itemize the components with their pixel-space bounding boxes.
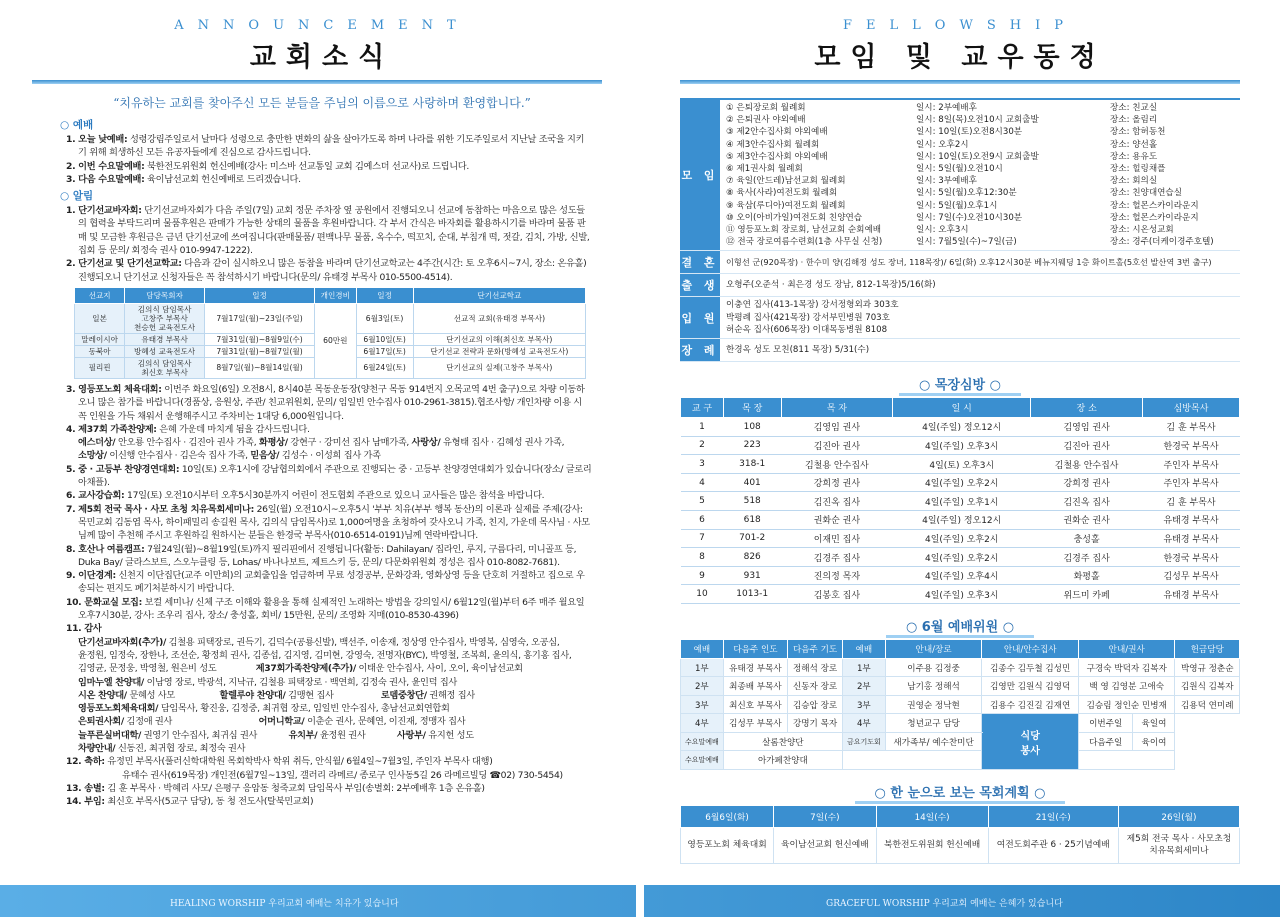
worship-item-3: 3. 다음 수요말예배: 육이남선교회 헌신예배로 드리겠습니다. bbox=[66, 173, 301, 185]
visit-cell: 618 bbox=[723, 511, 781, 530]
meetings-list bbox=[720, 100, 1240, 250]
meal-service-cell: 식당 봉사 bbox=[982, 714, 1079, 770]
wedding-row bbox=[680, 251, 1240, 274]
meeting-item bbox=[726, 126, 1234, 138]
mission-place: 동북아 bbox=[75, 345, 125, 357]
worship-cell: 남기홍 정해석 bbox=[885, 677, 982, 696]
school-topic: 단기선교의 이해(최신호 부목사) bbox=[413, 333, 585, 345]
notice-item-10: 10. 문화교실 모집: 보컬 세미나/ 신체 구조 이해와 활용을 통해 실제적인 노래하는 방법을 강의일시/ 6월12일(월)부터 6주 매주 월요일 오후7시30분, 강사: 조우리 집사, 장소/ 충성홀, 회비/ 15만원, 문의/ 조영화 지매(010-8530-4396) bbox=[66, 596, 585, 622]
worship-cell: 김용수 김진길 김재연 bbox=[982, 695, 1079, 714]
footer-right-text: GRACEFUL WORSHIP 우리교회 예배는 은혜가 있습니다 bbox=[826, 899, 1063, 909]
mission-place: 일본 bbox=[75, 303, 125, 333]
plan-table bbox=[680, 805, 1240, 864]
worship-cell: 유태경 부목사 bbox=[723, 658, 787, 677]
visit-header: 교 구 bbox=[681, 398, 724, 418]
visit-cell: 김봉호 집사 bbox=[781, 585, 893, 604]
visit-cell: 유태경 부목사 bbox=[1143, 529, 1240, 548]
meeting-n: ⑦ 육일(안드레)남선교회 월례회 bbox=[726, 176, 846, 187]
school-date: 6월3일(토) bbox=[356, 303, 413, 333]
visit-row bbox=[681, 436, 1240, 455]
notice-item-5: 5. 중 · 고등부 찬양경연대회: 10일(토) 오후1시에 강남협의회에서 주관으로 진행되는 중 · 고등부 찬양경연대회가 있습니다(장소/ 글로리아채플). bbox=[66, 463, 592, 489]
visit-cell: 4 bbox=[681, 473, 724, 492]
visit-cell: 김영임 권사 bbox=[781, 418, 893, 437]
mission-header: 일정 bbox=[204, 287, 314, 303]
meetings-row bbox=[680, 100, 1240, 251]
school-date: 6월17일(토) bbox=[356, 345, 413, 357]
meeting-t: 일시: 5일(월)오후12:30분 bbox=[916, 188, 1017, 199]
visit-cell: 3 bbox=[681, 455, 724, 474]
notice-item-14: 14. 부임: 최신호 부목사(5교구 담당), 동 청 전도사(탈북민교회) bbox=[66, 796, 314, 808]
thanks-line-2: 윤정원, 임정숙, 장한나, 조선순, 황정희 권사, 김종섭, 김지영, 김미현, 강영숙, 전명자(BYC), 박영철, 조복희, 윤의식, 홍기홍 집사, bbox=[78, 649, 572, 661]
birth-text: 오형주(오준석 · 최은경 성도 장남, 812-1목장)5/16(화) bbox=[726, 280, 936, 291]
mission-leader: 김의식 담임목사 최신호 부목사 bbox=[125, 357, 205, 378]
section-worship: ○ 예배 bbox=[60, 119, 94, 131]
meeting-item bbox=[726, 224, 1234, 236]
visit-cell: 김경주 집사 bbox=[781, 548, 893, 567]
welcome-message: “치유하는 교회를 찾아주신 모든 분들을 주님의 이름으로 사랑하며 환영합니다.” bbox=[113, 96, 531, 110]
funeral-row bbox=[680, 339, 1240, 362]
visit-cell: 김경주 집사 bbox=[1031, 548, 1143, 567]
visit-cell: 김영임 권사 bbox=[1031, 418, 1143, 437]
mission-place: 필리핀 bbox=[75, 357, 125, 378]
meeting-n: ⑫ 전국 장로여름수련회(1층 사무실 신청) bbox=[726, 237, 883, 248]
meeting-p: 장소: 용유도 bbox=[1110, 151, 1158, 162]
notice-item-4-awards-a: 에스더상/ 안오룡 안수집사 · 김진아 권사 가족, 화평상/ 강현구 · 강미선 집사 남매가족, 사랑상/ 유형태 집사 · 김혜성 권사 가족, bbox=[78, 437, 565, 449]
worship-row bbox=[681, 695, 1240, 714]
hospital-row bbox=[680, 297, 1240, 339]
school-topic: 단기선교 전략과 문화(방혜성 교육전도사) bbox=[413, 345, 585, 357]
worship-row-5: 수요말예배 살롬찬양단 금요기도회 새가족부/ 예수찬미단 다음주일 육이여 bbox=[681, 732, 1240, 751]
mission-cost: 60만원 bbox=[315, 303, 356, 378]
visit-header: 일 시 bbox=[893, 398, 1031, 418]
visit-cell: 김진아 권사 bbox=[781, 436, 893, 455]
meeting-n: ② 은퇴권사 야외예배 bbox=[726, 115, 806, 126]
visit-cell: 한경국 부목사 bbox=[1143, 436, 1240, 455]
mission-leader: 유태경 부목사 bbox=[125, 333, 205, 345]
visit-cell: 권화순 권사 bbox=[1031, 511, 1143, 530]
plan-header: 21일(수) bbox=[988, 805, 1118, 827]
school-topic: 단기선교의 실제(고창주 부목사) bbox=[413, 357, 585, 378]
visit-cell: 223 bbox=[723, 436, 781, 455]
announcement-title: 교회소식 bbox=[249, 42, 395, 73]
visit-header: 심방목사 bbox=[1143, 398, 1240, 418]
meeting-t: 일시: 5일(월)오후1시 bbox=[916, 200, 998, 211]
worship-header: 안내/장로 bbox=[885, 639, 982, 658]
worship-row bbox=[681, 677, 1240, 696]
plan-cell: 영등포노회 체육대회 bbox=[681, 827, 774, 863]
worship-cell: 백 영 김영분 고애숙 bbox=[1078, 677, 1175, 696]
thanks-line-6: 영등포노회체육대회/ 담임목사, 황진웅, 김정중, 최귀협 장로, 임일빈 안수집사, 총남선교회연합회 bbox=[78, 703, 450, 715]
visit-cell: 한경국 부목사 bbox=[1143, 548, 1240, 567]
notice-item-9: 9. 이단경계: 신천지 이단집단(교주 이만희)의 교회출입을 엄금하며 무료 성경공부, 문화강좌, 영화상영 등을 단호히 거절하고 집으로 우송되는 편지도 폐기처분하시기 바랍니다. bbox=[66, 570, 585, 595]
worship-cell: 박영규 정춘순 bbox=[1175, 658, 1240, 677]
visit-title: ○ 목장심방 ○ bbox=[680, 374, 1240, 393]
meeting-p: 장소: 친양대연습실 bbox=[1110, 188, 1183, 199]
visit-cell: 318-1 bbox=[723, 455, 781, 474]
worship-header: 예배 bbox=[681, 639, 724, 658]
school-topic: 선교적 교회(유태경 부목사) bbox=[413, 303, 585, 333]
meeting-item bbox=[726, 114, 1234, 126]
notice-item-6: 6. 교사강습회: 17일(토) 오전10시부터 오후5시30분까지 어린이 전도협회 주관으로 있으니 교사들은 많은 참석을 바랍니다. bbox=[66, 490, 545, 502]
visit-cell: 4일(주일) 정오12시 bbox=[893, 418, 1031, 437]
worship-cell: 김용덕 연미례 bbox=[1175, 695, 1240, 714]
announcement-page bbox=[0, 0, 640, 885]
visit-cell: 진의정 목자 bbox=[781, 566, 893, 585]
meeting-n: ⑨ 육삼(루디아)여전도회 월례회 bbox=[726, 200, 846, 211]
worship-header: 다음주 인도 bbox=[723, 639, 787, 658]
visit-cell: 권화순 권사 bbox=[781, 511, 893, 530]
mission-header: 일정 bbox=[356, 287, 413, 303]
meeting-p: 장소: 양선홀 bbox=[1110, 139, 1158, 150]
mission-date: 7월31일(월)~8월9일(수) bbox=[204, 333, 314, 345]
meeting-t: 일시: 5일(월)오전10시 bbox=[916, 164, 1003, 175]
visit-header: 목 자 bbox=[781, 398, 893, 418]
worship-cell: 2부 bbox=[843, 677, 886, 696]
visit-cell: 4일(주일) 오후4시 bbox=[893, 566, 1031, 585]
thanks-line-9: 차량안내/ 신동진, 최귀협 장로, 최정숙 권사 bbox=[78, 742, 246, 754]
visit-cell: 위드미 카페 bbox=[1031, 585, 1143, 604]
meeting-n: ③ 제2안수집사회 야외예배 bbox=[726, 127, 828, 138]
visit-cell: 김철용 안수집사 bbox=[1031, 455, 1143, 474]
worship-cell: 이주용 김정중 bbox=[885, 658, 982, 677]
notice-item-11: 11. 감사 bbox=[66, 623, 102, 635]
notice-item-1: 1. 단기선교바자회: 단기선교바자회가 다음 주일(7일) 교회 정문 주차장 옆 공원에서 진행되오니 선교에 동참하는 마음으로 많은 성도들의 협력을 부탁드리며 물품후원은 판매가 가능한 상태의 물품을 후원바랍니다. 각 부서 간식은 바자회를 활용하시기를 바라며 물품 판매 및 모금한 후원금은 금년 단기선교에 쓰여집니다(판매물품/ 편백나무 물품, 옥수수, 떡꼬치, 순대, 부침개 떡, 젓갈, 김치, 가방, 신발, 집회 등 문의/ 회정숙 권사 010-9947-1222). bbox=[66, 205, 590, 257]
meeting-item bbox=[726, 151, 1234, 163]
worship-header: 안내/안수집사 bbox=[982, 639, 1079, 658]
wedding-text: 이형선 군(920목장) · 한수미 양(김해정 성도 장녀, 118목장)/ 6일(화) 오후12시30분 베뉴지웨딩 1층 화이트홀(5호선 발산역 3번 출구) bbox=[726, 257, 1212, 268]
meeting-p: 장소: 회의실 bbox=[1110, 176, 1158, 187]
visit-table bbox=[680, 397, 1240, 604]
meeting-t: 일시: 7일(수)오전10시30분 bbox=[916, 212, 1023, 223]
meeting-t: 일시: 10일(토)오전8시30분 bbox=[916, 127, 1023, 138]
visit-row bbox=[681, 473, 1240, 492]
visit-row bbox=[681, 511, 1240, 530]
footer-bar bbox=[0, 885, 1280, 917]
visit-cell: 4일(주일) 오후2시 bbox=[893, 548, 1031, 567]
worship-item-2: 2. 이번 수요말예배: 북한전도위원회 헌신예배(강사: 미스바 선교통일 교회 김예스더 선교사)로 드립니다. bbox=[66, 160, 469, 172]
title-rule bbox=[32, 80, 602, 84]
notice-item-2: 2. 단기선교 및 단기선교학교: 다음과 같이 실시하오니 많은 동참을 바라며 단기선교학교는 4주간(시간: 토 오후6시~7시, 장소: 온유홀) 진행되오니 단기선교 신청자들은 꼭 참석하시기 바랍니다(문의/ 유태경 부목사 010-5500-4514). bbox=[66, 258, 587, 283]
plan-header: 14일(수) bbox=[876, 805, 988, 827]
notice-item-4: 4. 제37회 가족찬양제: 은혜 가운데 마치게 됨을 감사드립니다. bbox=[66, 423, 310, 435]
funeral-label: 장 례 bbox=[680, 339, 720, 361]
worship-cell: 3부 bbox=[843, 695, 886, 714]
visit-cell: 4일(주일) 오후3시 bbox=[893, 436, 1031, 455]
meetings-label: 모 임 bbox=[680, 100, 720, 250]
meeting-p: 장소: 함허동천 bbox=[1110, 127, 1166, 138]
footer-left-text: HEALING WORSHIP 우리교회 예배는 치유가 있습니다 bbox=[170, 899, 399, 909]
meeting-t: 일시: 2부예배후 bbox=[916, 103, 977, 113]
visit-cell: 4일(주일) 정오12시 bbox=[893, 511, 1031, 530]
visit-cell: 5 bbox=[681, 492, 724, 511]
visit-cell: 이재민 집사 bbox=[781, 529, 893, 548]
visit-row bbox=[681, 566, 1240, 585]
worship-row-4: 4부 김성무 부목사 강명기 목자 4부 청년교구 담당 식당 봉사 이번주일 육일여 bbox=[681, 714, 1240, 733]
visit-cell: 701-2 bbox=[723, 529, 781, 548]
meeting-n: ⑧ 육사(사라)여전도회 월례회 bbox=[726, 188, 838, 199]
meeting-p: 장소: 경주(더케이경주호텔) bbox=[1110, 237, 1214, 248]
meeting-p: 장소: 올림리 bbox=[1110, 115, 1158, 126]
school-date: 6월24일(토) bbox=[356, 357, 413, 378]
meeting-t: 일시: 8일(목)오전10시 교회출발 bbox=[916, 115, 1039, 126]
thanks-line-5: 시온 찬양대/ 문혜성 사모 할렐루야 찬양대/ 김맹현 집사 로뎀중창단/ 권해정 집사 bbox=[78, 689, 475, 701]
notice-item-12: 12. 축하: 유정민 부목사(풀러신학대학원 목회학박사 학위 취득, 안식월/ 6월4일~7월3일, 주인자 부목사 대행) bbox=[66, 756, 493, 768]
mission-row bbox=[75, 303, 586, 333]
meeting-t: 일시: 오후3시 bbox=[916, 225, 969, 236]
meeting-t: 일시: 10일(토)오전9시 교회출발 bbox=[916, 151, 1039, 162]
visit-row bbox=[681, 585, 1240, 604]
worship-header: 헌금담당 bbox=[1175, 639, 1240, 658]
visit-cell: 4일(주일) 오후1시 bbox=[893, 492, 1031, 511]
meeting-item bbox=[726, 163, 1234, 175]
meeting-item bbox=[726, 175, 1234, 187]
worship-header: 예배 bbox=[843, 639, 886, 658]
meeting-p: 장소: 헐몬스카이라운지 bbox=[1110, 212, 1199, 223]
visit-cell: 유태경 부목사 bbox=[1143, 585, 1240, 604]
visit-cell: 주인자 부목사 bbox=[1143, 455, 1240, 474]
visit-cell: 4일(주일) 오후2시 bbox=[893, 473, 1031, 492]
visit-row bbox=[681, 492, 1240, 511]
meeting-item bbox=[726, 102, 1234, 114]
visit-header: 목 장 bbox=[723, 398, 781, 418]
visit-cell: 김철용 안수집사 bbox=[781, 455, 893, 474]
meeting-item bbox=[726, 212, 1234, 224]
worship-cell: 김종수 김두철 김성민 bbox=[982, 658, 1079, 677]
meeting-p: 장소: 시온성교회 bbox=[1110, 225, 1174, 236]
worship-cell: 1부 bbox=[681, 658, 724, 677]
birth-row bbox=[680, 274, 1240, 297]
notice-item-3: 3. 영등포노회 체육대회: 이번주 화요일(6일) 오전8시, 8시40분 목동운동장(양천구 목동 914번지 오목교역 4번 출구)으로 차량 이동하오니 많은 참가를 바랍니다(경품상, 응원상, 주관/ 친교위원회, 문의/ 임일빈 안수집사 010-2961-3815).협조사항/ 개인차량 이용 시 꼭 인원을 가득 채워서 운행해주시고 주차비는 1대당 6,000원입니다. bbox=[66, 383, 585, 422]
worship-header: 안내/권사 bbox=[1078, 639, 1175, 658]
worship-cell: 김원식 김복자 bbox=[1175, 677, 1240, 696]
worship-cell: 김영만 김원식 김영덕 bbox=[982, 677, 1079, 696]
mission-leader: 김의식 담임목사 고창주 부목사 천승헌 교육전도사 bbox=[125, 303, 205, 333]
announcement-eng-title: ANNOUNCEMENT bbox=[174, 18, 470, 33]
meeting-item bbox=[726, 139, 1234, 151]
thanks-line-3: 김영균, 문정웅, 박영철, 원은비 성도 제37회가족찬양제(추가)/ 이태운 안수집사, 사이, 오이, 육이남선교회 bbox=[78, 663, 523, 675]
meeting-n: ⑤ 제3안수집사회 야외예배 bbox=[726, 151, 828, 162]
visit-cell: 7 bbox=[681, 529, 724, 548]
worship-row-6: 수요말예배 아가페찬양대 bbox=[681, 751, 1240, 770]
notice-item-12b: 유태수 권사(619목장) 개인전(6월7일~13일, 갤러리 라메르/ 종로구 인사동5길 26 라메르빌딩 ☎02) 730-5454) bbox=[122, 769, 563, 781]
visit-cell: 1013-1 bbox=[723, 585, 781, 604]
visit-row bbox=[681, 455, 1240, 474]
hospital-list: 이충연 집사(413-1목장) 강서정형외과 303호 박평례 집사(421목장) 강서부민병원 703호 허순옥 집사(606목장) 이대목동병원 8108 bbox=[726, 300, 899, 335]
visit-cell: 김성무 부목사 bbox=[1143, 566, 1240, 585]
visit-cell: 김 훈 부목사 bbox=[1143, 418, 1240, 437]
plan-cell: 북한전도위원회 헌신예배 bbox=[876, 827, 988, 863]
meeting-t: 일시: 3부예배후 bbox=[916, 176, 977, 187]
visit-header: 장 소 bbox=[1031, 398, 1143, 418]
thanks-line-7: 은퇴권사회/ 김정애 권사 어머니학교/ 이춘순 권사, 문혜연, 이진재, 정맹자 집사 bbox=[78, 716, 466, 728]
mission-date: 8월7일(월)~8월14일(월) bbox=[204, 357, 314, 378]
visit-cell: 1 bbox=[681, 418, 724, 437]
worship-item-1: 1. 오늘 낮예배: 성령강림주일로서 날마다 성령으로 충만한 변화의 삶을 살아가도록 하며 나라를 위한 기도주일로서 지난날 조국을 지키기 위해 희생하신 모든 유공자들에게 진심으로 감사드립니다. bbox=[66, 134, 585, 159]
thanks-line-8: 늘푸른실버대학/ 권영기 안수집사, 최귀심 권사 유치부/ 윤정원 권사 사랑부/ 유지헌 성도 bbox=[78, 729, 474, 741]
mission-place: 말레이시아 bbox=[75, 333, 125, 345]
visit-cell: 931 bbox=[723, 566, 781, 585]
meeting-item bbox=[726, 187, 1234, 199]
worship-cell: 1부 bbox=[843, 658, 886, 677]
visit-row bbox=[681, 529, 1240, 548]
visit-cell: 8 bbox=[681, 548, 724, 567]
worship-row bbox=[681, 658, 1240, 677]
visit-cell: 주인자 부목사 bbox=[1143, 473, 1240, 492]
notice-item-7: 7. 제5회 전국 목사 · 사모 초청 치유목회세미나: 26일(월) 오전10시~오후5시 '부부 치유(부부 행복 동산)의 이론과 실제를 주제(강사: 목민교회 김동엽 목사, 하이패밀리 송길원 목사, 김의식 담임목사)로 1,000여명을 초청하여 갖사오니 가족, 친지, 가운데 목사님 · 사모님께 많이 추천해 주시고 후원하길 원하시는 분들은 한경국 부목사(010-6514-0191)님께 연락바랍니다. bbox=[66, 503, 590, 542]
mission-header: 단기선교학교 bbox=[413, 287, 585, 303]
mission-header: 개인경비 bbox=[315, 287, 356, 303]
visit-cell: 강희정 권사 bbox=[1031, 473, 1143, 492]
worship-cell: 김승림 정인순 민병재 bbox=[1078, 695, 1175, 714]
birth-label: 출 생 bbox=[680, 274, 720, 296]
fellowship-title: 모임 및 교우동정 bbox=[814, 42, 1106, 73]
worship-title: ○ 6월 예배위원 ○ bbox=[680, 616, 1240, 635]
visit-cell: 4일(주일) 오후2시 bbox=[893, 529, 1031, 548]
worship-cell: 김승압 장로 bbox=[788, 695, 843, 714]
visit-cell: 10 bbox=[681, 585, 724, 604]
visit-cell: 김 훈 부목사 bbox=[1143, 492, 1240, 511]
plan-cell: 제5회 전국 목사 · 사모초청 치유목회세미나 bbox=[1118, 827, 1239, 863]
mission-date: 7월31일(월)~8월7일(월) bbox=[204, 345, 314, 357]
plan-title: ○ 한 눈으로 보는 목회계획 ○ bbox=[680, 782, 1240, 801]
notice-item-13: 13. 송별: 김 훈 부목사 · 박혜리 사모/ 은평구 응암동 청죽교회 담임목사 부임(송별회: 2부예배후 1층 온유홀) bbox=[66, 782, 485, 794]
wedding-label: 결 혼 bbox=[680, 251, 720, 273]
title-rule bbox=[680, 80, 1240, 84]
mission-leader: 방혜성 교육전도사 bbox=[125, 345, 205, 357]
worship-committee-table bbox=[680, 639, 1240, 770]
visit-row bbox=[681, 418, 1240, 437]
plan-header: 7일(수) bbox=[774, 805, 877, 827]
visit-cell: 유태경 부목사 bbox=[1143, 511, 1240, 530]
fellowship-eng-title: FELLOWSHIP bbox=[843, 18, 1077, 33]
visit-cell: 826 bbox=[723, 548, 781, 567]
section-notice: ○ 알림 bbox=[60, 190, 94, 203]
meeting-n: ⑥ 제1권사회 월례회 bbox=[726, 164, 803, 175]
meeting-p: 장소: 친교실 bbox=[1110, 103, 1158, 113]
visit-cell: 강희정 권사 bbox=[781, 473, 893, 492]
visit-cell: 518 bbox=[723, 492, 781, 511]
worship-header: 다음주 기도 bbox=[788, 639, 843, 658]
visit-cell: 4일(주일) 오후3시 bbox=[893, 585, 1031, 604]
meeting-n: ⑪ 영등포노회 장로회, 남선교회 순회예배 bbox=[726, 225, 882, 236]
thanks-line-4: 임마누엘 찬양대/ 이남영 장로, 박광석, 지낙규, 김철용 피택장로 · 백연희, 김정숙 권사, 윤인덕 집사 bbox=[78, 676, 457, 688]
worship-cell: 구경숙 박덕자 김복자 bbox=[1078, 658, 1175, 677]
fellowship-page bbox=[640, 0, 1280, 885]
funeral-text: 한경옥 성도 모친(811 목장) 5/31(수) bbox=[726, 345, 870, 356]
mission-date: 7월17일(월)~23일(주일) bbox=[204, 303, 314, 333]
hospital-label: 입 원 bbox=[680, 297, 720, 338]
worship-cell: 최종배 부목사 bbox=[723, 677, 787, 696]
mission-table bbox=[74, 287, 586, 379]
visit-cell: 김진옥 집사 bbox=[1031, 492, 1143, 511]
visit-cell: 화평홀 bbox=[1031, 566, 1143, 585]
worship-cell: 3부 bbox=[681, 695, 724, 714]
meeting-item bbox=[726, 200, 1234, 212]
notice-item-4-awards-b: 소망상/ 이신행 안수집사 · 김은숙 집사 가족, 믿음상/ 김성수 · 이성희 집사 가족 bbox=[78, 450, 381, 462]
visit-cell: 김진옥 집사 bbox=[781, 492, 893, 511]
worship-cell: 신동자 장로 bbox=[788, 677, 843, 696]
footer-divider bbox=[636, 885, 644, 917]
worship-cell: 2부 bbox=[681, 677, 724, 696]
news-box bbox=[680, 98, 1240, 362]
visit-cell: 충성홀 bbox=[1031, 529, 1143, 548]
plan-cell: 육이남선교회 헌신예배 bbox=[774, 827, 877, 863]
plan-cell: 여전도회주관 6 · 25기념예배 bbox=[988, 827, 1118, 863]
meeting-n: ⑩ 오이(아비가일)여전도회 친양연습 bbox=[726, 212, 863, 223]
visit-cell: 4일(토) 오후3시 bbox=[893, 455, 1031, 474]
thanks-line-1: 단기선교바자회(추가)/ 김철용 피택장로, 권득기, 김덕수(공룡신발), 백선주, 이송재, 정상영 안수집사, 박영복, 심영숙, 오공심, bbox=[78, 636, 560, 648]
meeting-n: ④ 제3안수집사회 월례회 bbox=[726, 139, 820, 150]
visit-row bbox=[681, 548, 1240, 567]
mission-header: 담당목회자 bbox=[125, 287, 205, 303]
meeting-p: 장소: 힐링채플 bbox=[1110, 164, 1166, 175]
visit-cell: 김진아 권사 bbox=[1031, 436, 1143, 455]
meeting-t: 일시: 7월5일(수)~7일(금) bbox=[916, 237, 1017, 248]
plan-header: 26일(월) bbox=[1118, 805, 1239, 827]
visit-cell: 401 bbox=[723, 473, 781, 492]
worship-cell: 정해석 장로 bbox=[788, 658, 843, 677]
meeting-t: 일시: 오후2시 bbox=[916, 139, 969, 150]
mission-header: 선교지 bbox=[75, 287, 125, 303]
visit-cell: 6 bbox=[681, 511, 724, 530]
meeting-p: 장소: 헐몬스카이라운지 bbox=[1110, 200, 1199, 211]
worship-cell: 권영순 정낙현 bbox=[885, 695, 982, 714]
notice-item-8: 8. 호산나 여름캠프: 7월24일(월)~8월19일(토)까지 필리핀에서 진행됩니다(활동: Dahilayan/ 집라인, 루지, 구름다리, 미니골프 등, Duka Bay/ 글라스보트, 스오누클링 등, Lohas/ 바나나보트, 제트스키 등, 문의/ 다문화위원회 정성은 집사 010-8082-7681). bbox=[66, 543, 577, 568]
visit-cell: 2 bbox=[681, 436, 724, 455]
visit-cell: 108 bbox=[723, 418, 781, 437]
visit-cell: 9 bbox=[681, 566, 724, 585]
worship-cell: 최신호 부목사 bbox=[723, 695, 787, 714]
meeting-n: ① 은퇴장로회 월례회 bbox=[726, 103, 806, 113]
school-date: 6월10일(토) bbox=[356, 333, 413, 345]
plan-header: 6월6일(화) bbox=[681, 805, 774, 827]
meeting-item bbox=[726, 236, 1234, 248]
